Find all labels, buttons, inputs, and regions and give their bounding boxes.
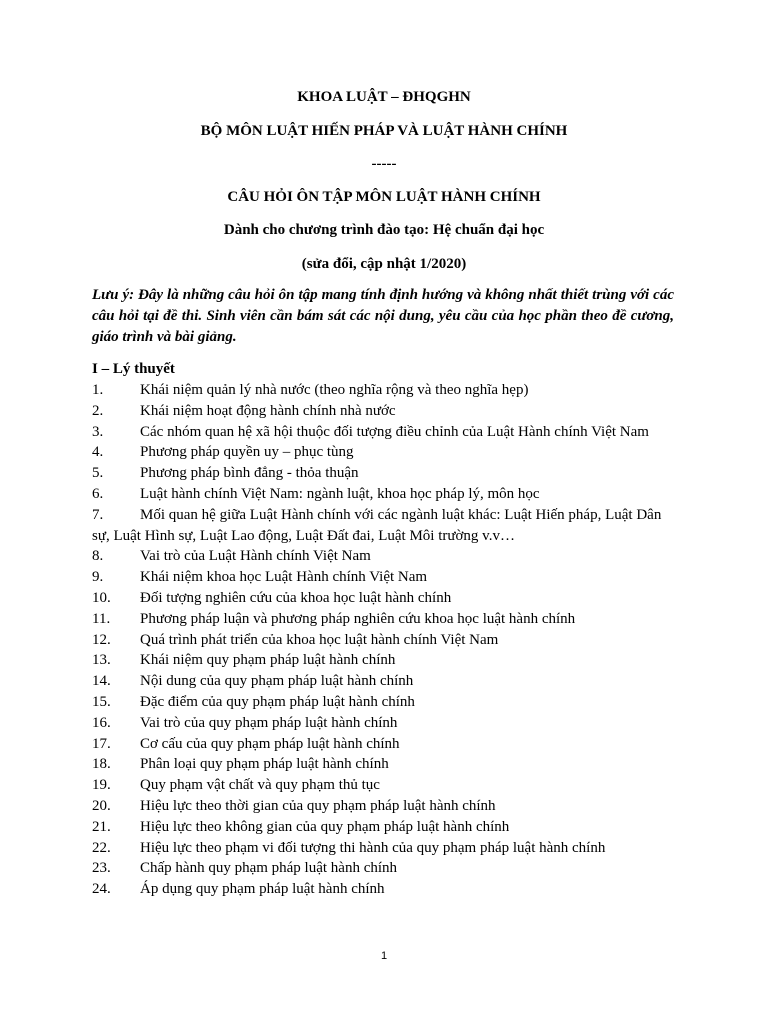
list-item [92, 713, 682, 734]
list-item-text: Hiệu lực theo phạm vi đối tượng thi hành của quy phạm pháp luật hành chính [140, 839, 606, 856]
list-item-text: Vai trò của Luật Hành chính Việt Nam [140, 548, 371, 565]
program-subtitle: Dành cho chương trình đào tạo: Hệ chuẩn đại học [223, 222, 545, 238]
list-item [92, 401, 682, 422]
list-item-number: 8. [92, 548, 104, 565]
list-item-number: 4. [92, 444, 104, 461]
list-item-number: 12. [92, 631, 111, 648]
list-item-text: Mối quan hệ giữa Luật Hành chính với các ngành luật khác: Luật Hiến pháp, Luật Dân sự, Luật Hình sự, Luật Lao động, Luật Đất đai, Luật Môi trường v.v… [92, 506, 662, 544]
list-item [92, 588, 682, 609]
list-item-number: 16. [92, 714, 111, 731]
list-item-text: Phân loại quy phạm pháp luật hành chính [140, 756, 389, 773]
list-item-text: Quy phạm vật chất và quy phạm thủ tục [140, 777, 380, 794]
list-item-text: Áp dụng quy phạm pháp luật hành chính [140, 881, 385, 898]
list-item-number: 2. [92, 402, 104, 419]
list-item-number: 7. [92, 506, 104, 523]
document-title: CÂU HỎI ÔN TẬP MÔN LUẬT HÀNH CHÍNH [227, 189, 541, 205]
page-number: 1 [380, 950, 388, 962]
list-item-number: 15. [92, 693, 111, 710]
list-item-number: 3. [92, 423, 104, 440]
list-item-text: Chấp hành quy phạm pháp luật hành chính [140, 860, 398, 877]
list-item [92, 442, 682, 463]
list-item-text: Khái niệm khoa học Luật Hành chính Việt Nam [140, 569, 428, 586]
list-item [92, 380, 682, 401]
list-item [92, 817, 682, 838]
list-item-text: Hiệu lực theo thời gian của quy phạm pháp luật hành chính [140, 797, 496, 814]
list-item [92, 858, 682, 879]
list-item [92, 484, 682, 505]
list-item-number: 13. [92, 652, 111, 669]
list-item [92, 671, 682, 692]
list-item [92, 692, 682, 713]
list-item-number: 14. [92, 673, 111, 690]
study-note: Lưu ý: Đây là những câu hỏi ôn tập mang tính định hướng và không nhất thiết trùng với các câu hỏi tại đề thi. Sinh viên cần bám sát các nội dung, yêu cầu của học phần theo đề cương, giáo trình và bài giảng. [92, 287, 674, 345]
list-item-text: Phương pháp bình đẳng - thỏa thuận [140, 465, 359, 482]
list-item-number: 11. [92, 610, 111, 627]
list-item-number: 21. [92, 818, 111, 835]
list-item-number: 24. [92, 881, 111, 898]
list-item-number: 9. [92, 569, 104, 586]
list-item-text: Cơ cấu của quy phạm pháp luật hành chính [140, 735, 400, 752]
list-item [92, 650, 682, 671]
list-item [92, 734, 682, 755]
list-item-text: Đối tượng nghiên cứu của khoa học luật hành chính [140, 589, 452, 606]
list-item [92, 546, 682, 567]
revision-note: (sửa đổi, cập nhật 1/2020) [301, 256, 467, 272]
list-item [92, 609, 682, 630]
list-item-number: 22. [92, 839, 111, 856]
list-item-text: Phương pháp quyền uy – phục tùng [140, 444, 354, 461]
list-item-number: 10. [92, 589, 111, 606]
list-item-text: Quá trình phát triển của khoa học luật hành chính Việt Nam [140, 631, 499, 648]
list-item-number: 20. [92, 797, 111, 814]
heading-separator: ----- [371, 156, 397, 172]
list-item-text: Các nhóm quan hệ xã hội thuộc đối tượng điều chỉnh của Luật Hành chính Việt Nam [140, 423, 649, 440]
list-item [92, 796, 682, 817]
list-item-text: Phương pháp luận và phương pháp nghiên cứu khoa học luật hành chính [140, 610, 576, 627]
list-item-number: 6. [92, 485, 104, 502]
list-item-number: 23. [92, 860, 111, 877]
list-item [92, 879, 682, 900]
list-item-text: Khái niệm quản lý nhà nước (theo nghĩa rộng và theo nghĩa hẹp) [140, 382, 529, 398]
list-item-text: Luật hành chính Việt Nam: ngành luật, khoa học pháp lý, môn học [140, 485, 540, 502]
list-item [92, 463, 682, 484]
list-item-number: 1. [92, 382, 104, 398]
list-item-text: Khái niệm hoạt động hành chính nhà nước [140, 402, 396, 419]
list-item [92, 838, 682, 859]
list-item [92, 422, 682, 443]
list-item-text: Hiệu lực theo không gian của quy phạm pháp luật hành chính [140, 818, 510, 835]
list-item-text: Đặc điểm của quy phạm pháp luật hành chính [140, 693, 415, 710]
list-item-number: 19. [92, 777, 111, 794]
list-item-number: 5. [92, 465, 104, 482]
list-item-text: Nội dung của quy phạm pháp luật hành chính [140, 673, 414, 690]
section-title: I – Lý thuyết [92, 361, 175, 377]
list-item [92, 775, 682, 796]
list-item [92, 754, 682, 775]
list-item [92, 630, 682, 651]
list-item-text: Vai trò của quy phạm pháp luật hành chính [140, 714, 398, 731]
list-item [92, 567, 682, 588]
faculty-heading: KHOA LUẬT – ĐHQGHN [297, 89, 471, 105]
department-heading: BỘ MÔN LUẬT HIẾN PHÁP VÀ LUẬT HÀNH CHÍNH [200, 123, 568, 139]
list-item-number: 17. [92, 735, 111, 752]
list-item [92, 505, 682, 547]
list-item-text: Khái niệm quy phạm pháp luật hành chính [140, 652, 396, 669]
list-item-number: 18. [92, 756, 111, 773]
question-list [92, 380, 682, 900]
